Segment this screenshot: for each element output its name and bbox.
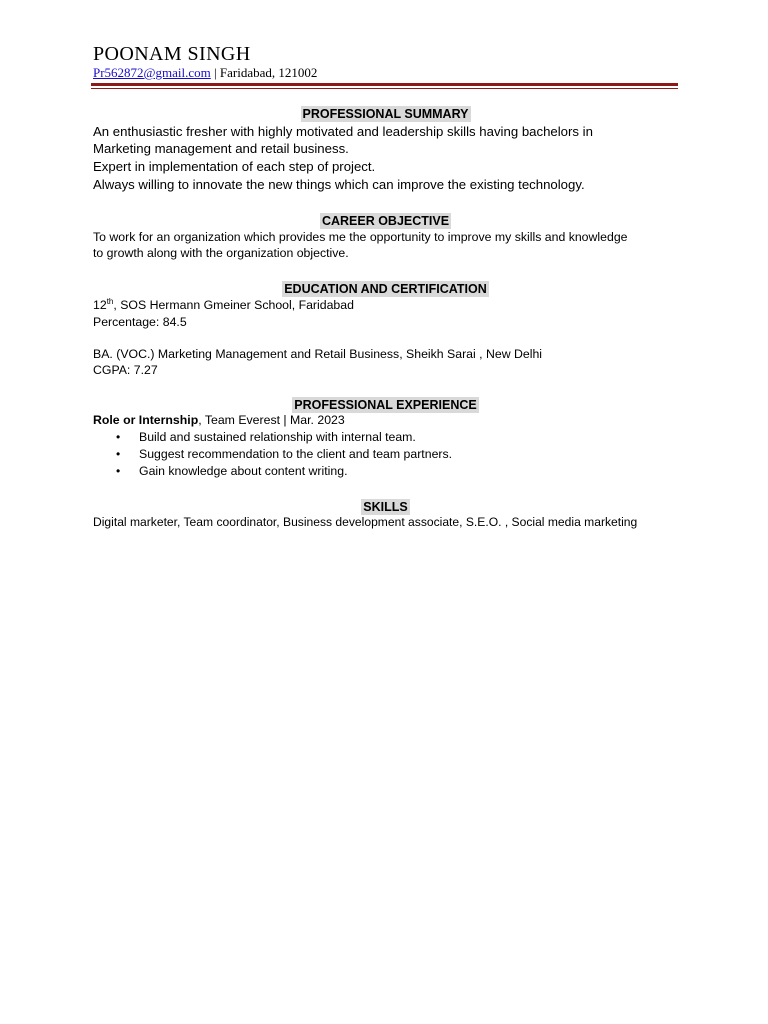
experience-heading: PROFESSIONAL EXPERIENCE [294, 398, 477, 412]
objective-line: to growth along with the organization objective. [93, 246, 349, 260]
degree-line: BA. (VOC.) Marketing Management and Retail Business, Sheikh Sarai , New Delhi [93, 347, 543, 361]
summary-heading-row [93, 105, 678, 123]
experience-bullet: Suggest recommendation to the client and team partners. [139, 447, 453, 461]
bullet-marker: • [116, 447, 121, 461]
bullet-marker: • [116, 430, 121, 444]
experience-role-line [93, 412, 345, 428]
education-heading: EDUCATION AND CERTIFICATION [284, 282, 487, 296]
skills-text: Digital marketer, Team coordinator, Business development associate, S.E.O. , Social media marketing [93, 515, 638, 529]
school-grade-suffix: th [106, 296, 114, 306]
header-rule-thick [91, 83, 678, 86]
objective-heading-row [93, 212, 678, 230]
header-rule-thin [91, 88, 678, 89]
school-line [93, 297, 354, 313]
experience-role: Role or Internship [93, 413, 199, 427]
degree-score: CGPA: 7.27 [93, 363, 158, 377]
summary-heading: PROFESSIONAL SUMMARY [302, 107, 469, 121]
objective-heading: CAREER OBJECTIVE [321, 214, 450, 228]
school-score: Percentage: 84.5 [93, 315, 187, 329]
email-link[interactable]: Pr562872@gmail.com [93, 65, 211, 80]
summary-line: Marketing management and retail business. [93, 141, 349, 156]
experience-detail: , Team Everest | Mar. 2023 [198, 413, 345, 427]
summary-line: Expert in implementation of each step of project. [93, 159, 376, 174]
school-grade: 12 [93, 298, 107, 312]
school-name: , SOS Hermann Gmeiner School, Faridabad [113, 298, 354, 312]
contact-separator: | [210, 65, 220, 80]
bullet-marker: • [116, 464, 121, 478]
experience-bullet: Gain knowledge about content writing. [139, 464, 348, 478]
summary-line: Always willing to innovate the new things which can improve the existing technology. [93, 177, 585, 192]
candidate-name: POONAM SINGH [93, 43, 251, 65]
objective-line: To work for an organization which provides me the opportunity to improve my skills and knowledge [93, 230, 628, 244]
experience-bullet: Build and sustained relationship with internal team. [139, 430, 416, 444]
location-text: Faridabad, 121002 [219, 65, 318, 80]
summary-line: An enthusiastic fresher with highly motivated and leadership skills having bachelors in [93, 124, 593, 139]
contact-line [93, 65, 317, 81]
education-heading-row [93, 280, 678, 298]
skills-heading: SKILLS [363, 500, 408, 514]
